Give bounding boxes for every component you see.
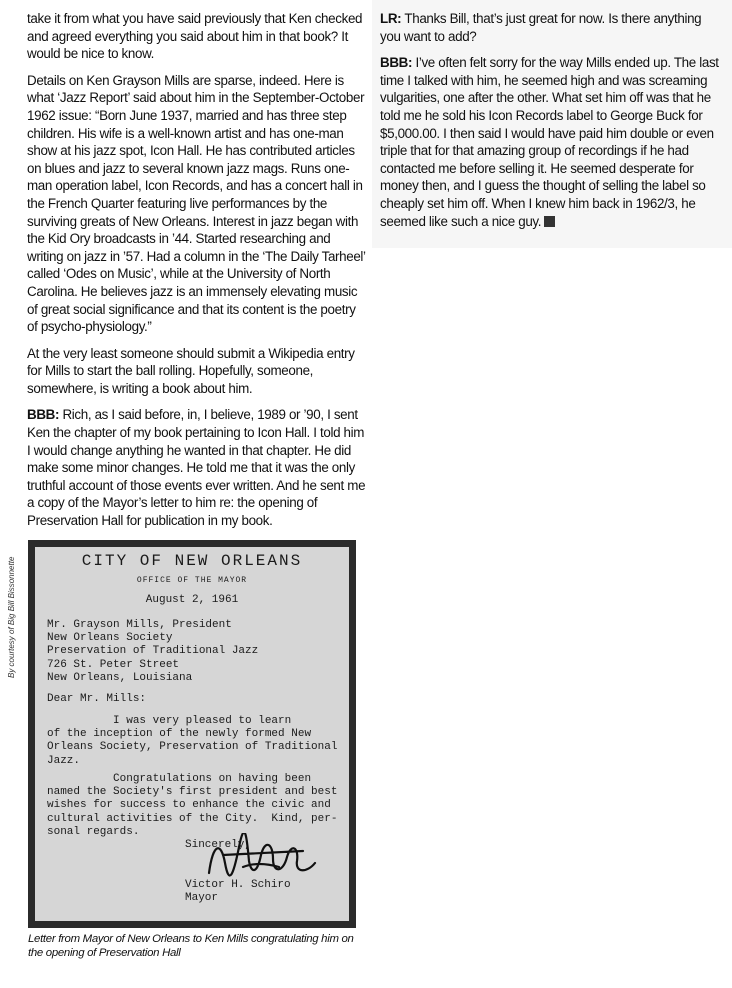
- end-of-article-mark: [544, 216, 555, 227]
- address-line: New Orleans Society: [47, 632, 173, 645]
- letterhead-office: OFFICE OF THE MAYOR: [136, 576, 248, 585]
- letter-body-paragraph: I was very pleased to learn of the inception of the newly formed New Orleans Society, Preservation of Traditional Jazz.: [47, 715, 338, 767]
- paragraph-intro: take it from what you have said previously that Ken checked and agreed everything you said about him in that book? It would be nice to know.: [27, 11, 363, 62]
- paragraph-jazz-report-quote: Details on Ken Grayson Mills are sparse, indeed. Here is what ‘Jazz Report’ said about him in the September-October 1962 issue: “Born June 1937, married and has three step children. His wife is a well-known artist and has one-man show at his jazz spot, Icon Hall. He has contributed articles on blues and jazz to several known jazz mags. Runs one-man operation label, Icon Records, and has a concert hall in the French Quarter featuring live performances by the surviving greats of New Orleans. Interest in jazz began with the Kid Ory broadcasts in ’44. Started researching and writing on jazz in ’57. Had a column in the ‘The Daily Tarheel’ called ‘Odes on Music’, while at the University of North Carolina. He believes jazz is an immensely elevating music of great social significance and that its content is the poetry of psycho-physiology.”: [27, 72, 366, 335]
- paragraph-lr-question: [380, 10, 720, 45]
- signer-title: Mayor: [185, 892, 219, 905]
- address-line: New Orleans, Louisiana: [47, 671, 193, 684]
- paragraph-wikipedia: At the very least someone should submit a Wikipedia entry for Mills to start the ball rolling. Hopefully, someone, somewhere, is writing a book about him.: [27, 345, 355, 396]
- left-column: [27, 10, 369, 539]
- answer-text: I’ve often felt sorry for the way Mills ended up. The last time I talked with him, he seemed high and was screaming vulgarities, one after the other. What set him off was that he told me he sold his Icon Records label to George Buck for $5,000.00. I then said I would have paid him double or even triple that for that amazing group of recordings if he had contacted me before selling it. He seemed desperate for money then, and I guess the thought of selling the label so cheaply set him off. When I knew him back in 1962/3, he seemed like such a nice guy.: [380, 55, 719, 229]
- reply-text: Rich, as I said before, in, I believe, 1989 or ’90, I sent Ken the chapter of my book pertaining to Icon Hall. I told him I would change anything he wanted in that chapter. He did make some minor changes. He told me that it was the only truthful account of those events ever written. And he sent me a copy of the Mayor’s letter to him re: the opening of Preservation Hall for publication in my book.: [27, 407, 366, 529]
- letter-salutation: Dear Mr. Mills:: [47, 693, 147, 705]
- speaker-label: BBB:: [27, 407, 60, 423]
- speaker-label: LR:: [380, 11, 402, 26]
- letter-closing: Sincerely,: [185, 839, 252, 851]
- signer-name: Victor H. Schiro: [185, 879, 291, 891]
- question-text: Thanks Bill, that’s just great for now. Is there anything you want to add?: [380, 11, 702, 44]
- address-line: Mr. Grayson Mills, President: [47, 619, 232, 631]
- photo-credit: By courtesy of Big Bill Bissonnette: [7, 556, 16, 678]
- letter-address: [47, 619, 258, 685]
- right-column: [380, 10, 720, 239]
- letter-signer: [185, 879, 291, 905]
- speaker-label: BBB:: [380, 55, 413, 71]
- address-line: Preservation of Traditional Jazz: [47, 645, 259, 658]
- handwritten-signature: [203, 833, 323, 883]
- letter-date: August 2, 1961: [145, 594, 239, 606]
- mayor-letter-image: [28, 540, 356, 928]
- paragraph-bbb-reply: [27, 406, 369, 529]
- address-line: 726 St. Peter Street: [47, 658, 180, 671]
- letter-body-paragraph: Congratulations on having been named the Society's first president and best wishes for success to enhance the civic and cultural activities of the City. Kind, per- sonal regards.: [47, 773, 338, 838]
- letter-paper: [35, 547, 349, 921]
- letterhead-title: CITY OF NEW ORLEANS: [81, 552, 303, 570]
- figure-caption: Letter from Mayor of New Orleans to Ken Mills congratulating him on the opening of Preservation Hall: [28, 933, 354, 959]
- paragraph-bbb-final: [380, 54, 720, 230]
